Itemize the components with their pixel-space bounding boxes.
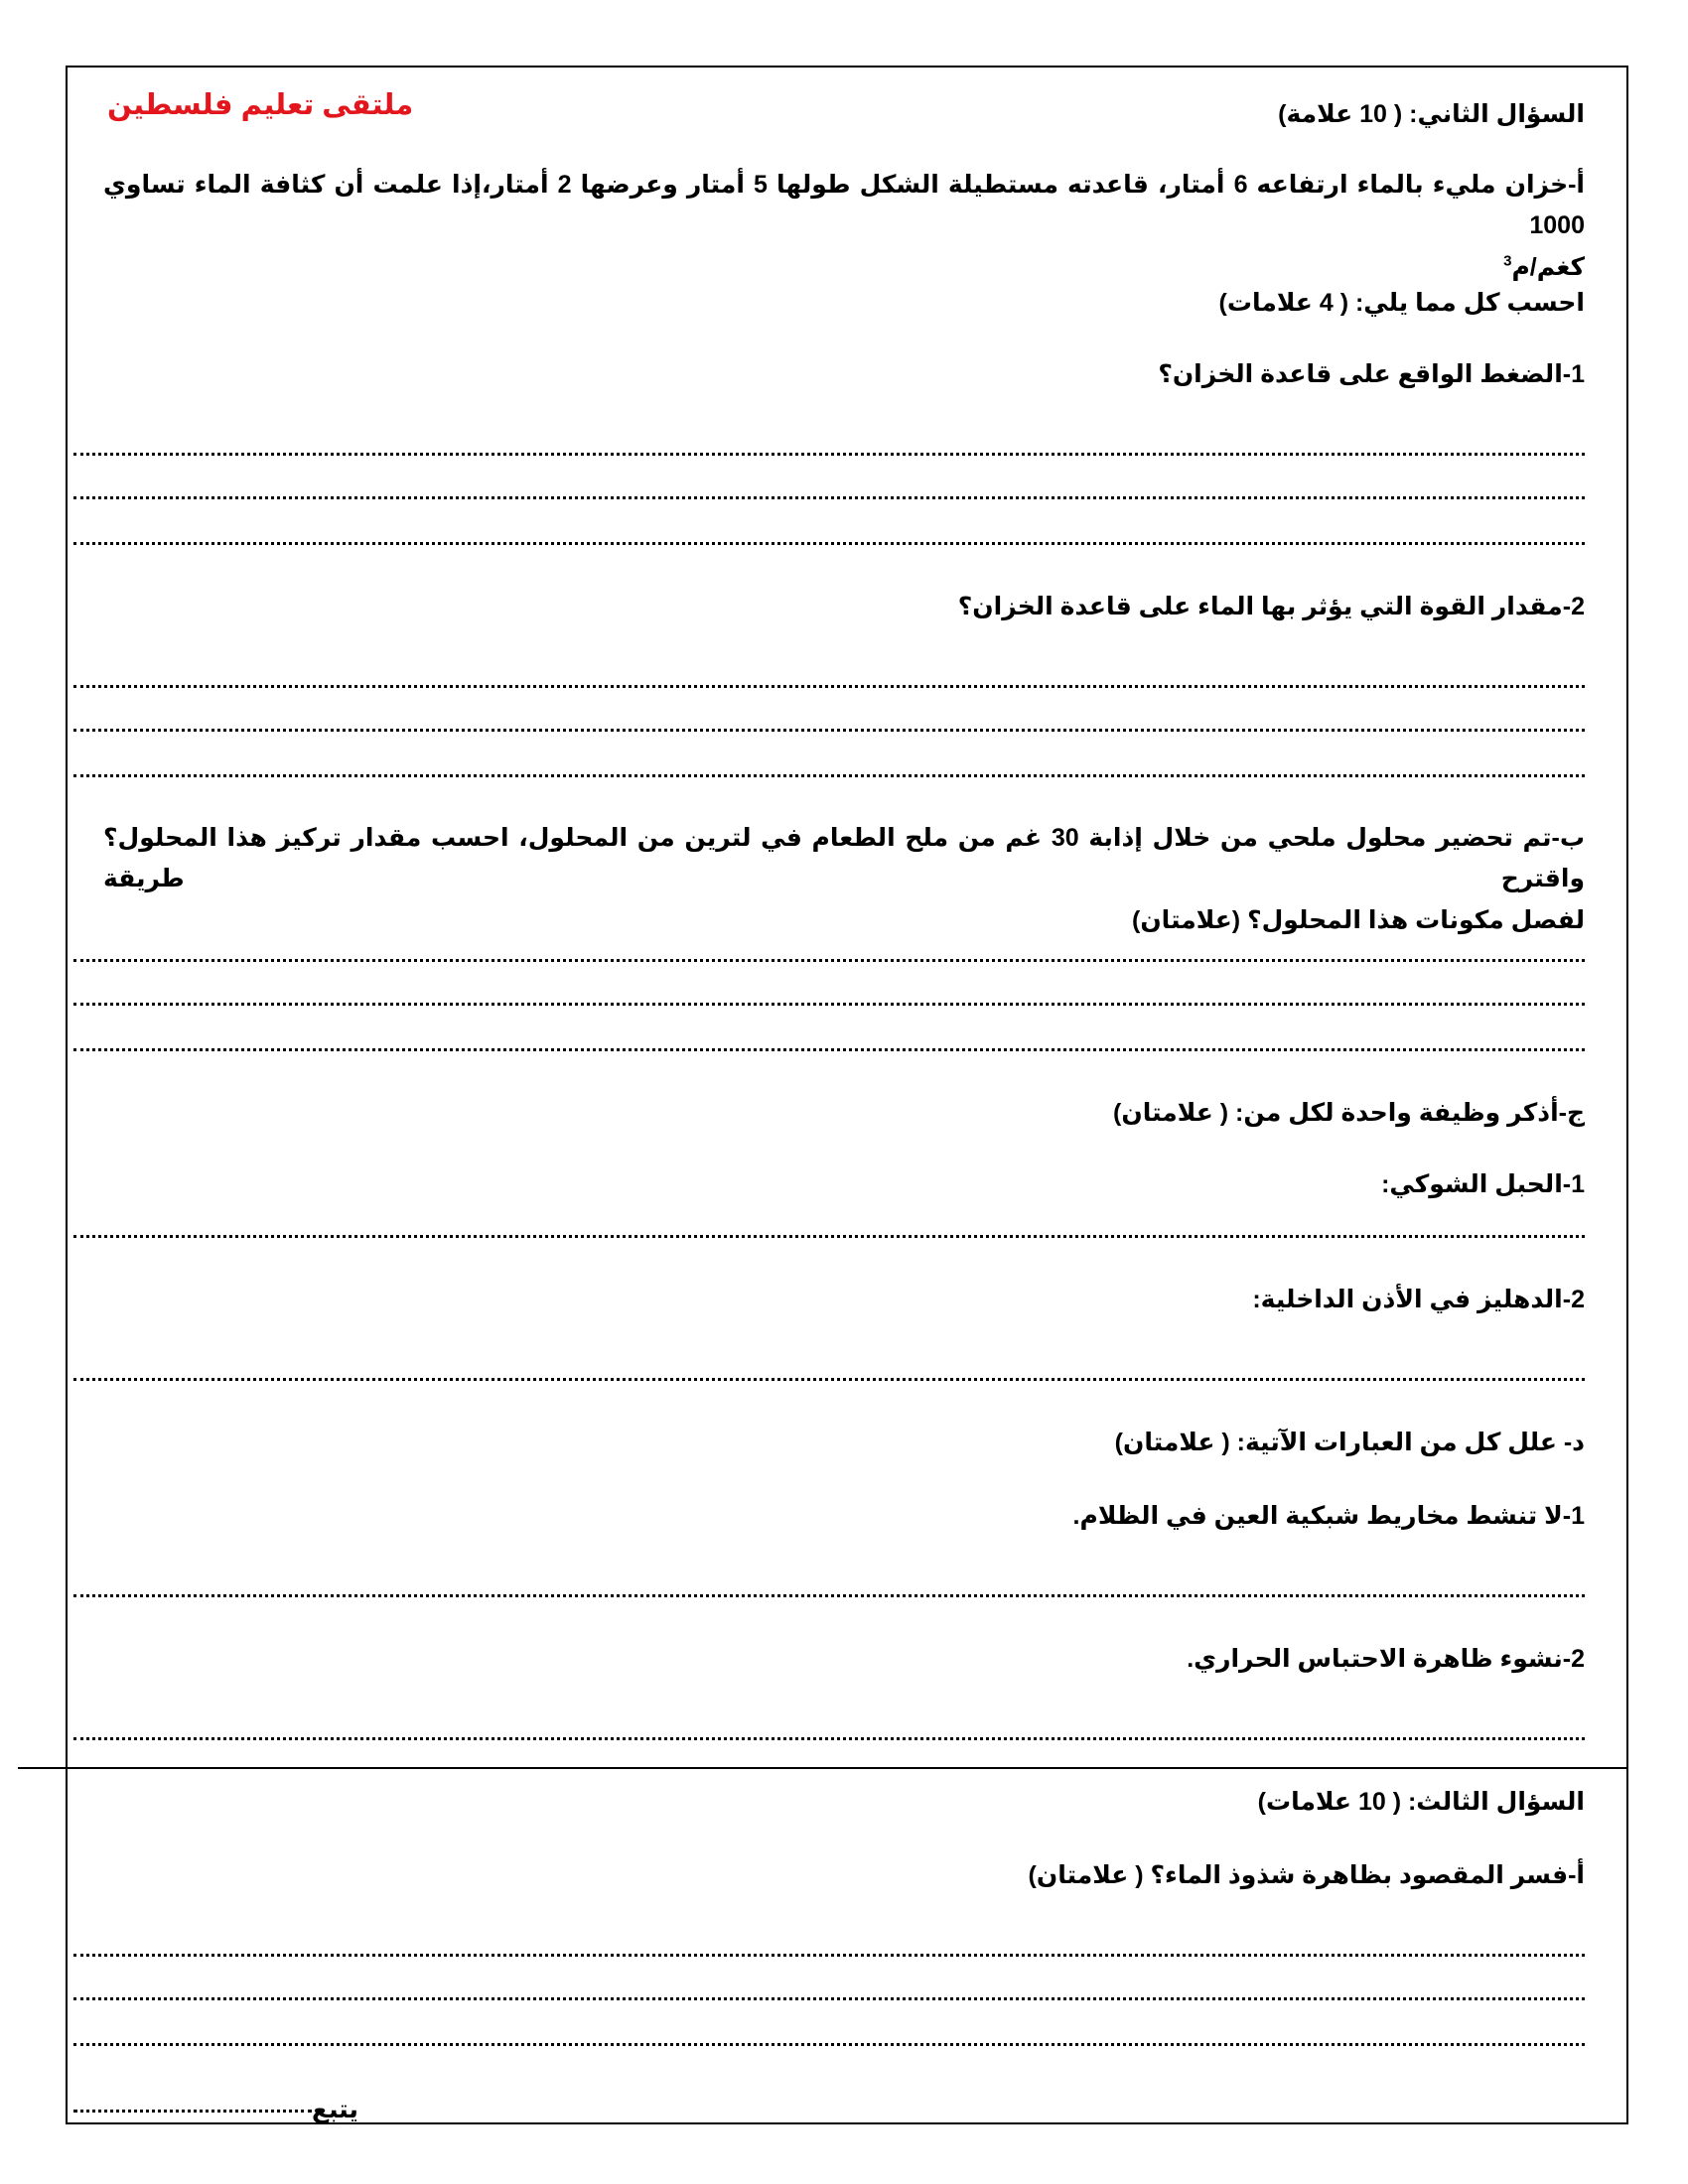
answer-line[interactable] [73,959,1585,962]
answer-line[interactable] [73,1048,1585,1051]
answer-line[interactable] [73,1737,1585,1740]
question-2a-text [103,165,1585,288]
continue-dots [73,2110,312,2113]
question-2c-prompt: ج-أذكر وظيفة واحدة لكل من: ( علامتان) [1113,1099,1585,1127]
continue-note [73,2095,358,2124]
question-2d-item-1: 1-لا تنشط مخاريط شبكية العين في الظلام. [1072,1502,1585,1530]
unit-exponent: 3 [1503,252,1512,270]
answer-line[interactable] [73,685,1585,688]
question-2b-line-1: ب-تم تحضير محلول ملحي من خلال إذابة 30 غم من ملح الطعام في لترين من المحلول، احسب مقدار تركيز هذا المحلول؟ واقترح طريقة [103,824,1585,893]
answer-line[interactable] [73,1378,1585,1381]
question-2a-line-2 [103,247,1585,288]
answer-line[interactable] [73,453,1585,456]
question-2c-item-1: 1-الحبل الشوكي: [1381,1170,1585,1198]
question-2b-text [103,818,1585,941]
answer-line[interactable] [73,1235,1585,1238]
answer-line[interactable] [73,542,1585,545]
answer-line[interactable] [73,729,1585,732]
question-3-title: السؤال الثالث: ( 10 علامات) [1257,1788,1585,1816]
question-2b-line-2: لفصل مكونات هذا المحلول؟ (علامتان) [1132,905,1585,934]
question-2a-item-1: 1-الضغط الواقع على قاعدة الخزان؟ [1158,360,1585,388]
calc-prompt: احسب كل مما يلي: ( 4 علامات) [1218,289,1585,317]
answer-line[interactable] [73,2043,1585,2046]
question-2a-line-1: أ-خزان مليء بالماء ارتفاعه 6 أمتار، قاعدته مستطيلة الشكل طولها 5 أمتار وعرضها 2 أمتار،إذا علمت أن كثافة الماء تساوي 1000 [103,171,1585,240]
answer-line[interactable] [73,1594,1585,1597]
answer-line[interactable] [73,1954,1585,1957]
answer-line[interactable] [73,774,1585,777]
answer-line[interactable] [73,1003,1585,1006]
answer-line[interactable] [73,496,1585,499]
question-2a-item-2: 2-مقدار القوة التي يؤثر بها الماء على قاعدة الخزان؟ [957,593,1585,620]
question-3a-prompt: أ-فسر المقصود بظاهرة شذوذ الماء؟ ( علامتان) [1028,1861,1585,1889]
question-2d-item-2: 2-نشوء ظاهرة الاحتباس الحراري. [1187,1645,1585,1673]
question-2-title: السؤال الثاني: ( 10 علامة) [1278,100,1585,128]
question-2d-prompt: د- علل كل من العبارات الآتية: ( علامتان) [1114,1429,1585,1456]
question-2c-item-2: 2-الدهليز في الأذن الداخلية: [1252,1286,1585,1313]
continue-label: يتبع [312,2096,358,2123]
answer-line[interactable] [73,1997,1585,2000]
unit-label: كغم/م [1511,252,1585,281]
section-divider [18,1767,1628,1769]
brand-title: ملتقى تعليم فلسطين [107,89,414,121]
